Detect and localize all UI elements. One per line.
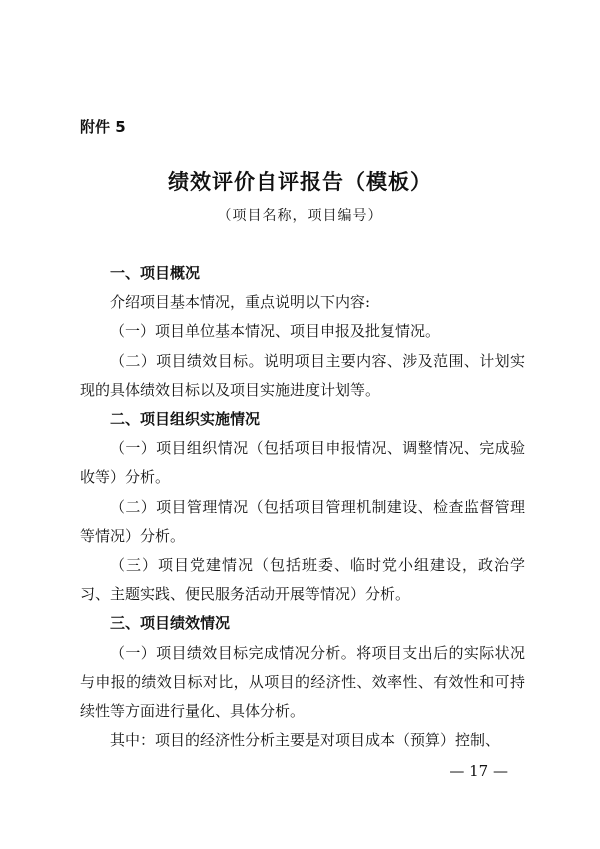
attachment-label: 附件 5 [80, 118, 126, 136]
document-title: 绩效评价自评报告（模板） [168, 169, 432, 194]
document-body [80, 259, 525, 755]
paragraph-management: （二）项目管理情况（包括项目管理机制建设、检查监督管理等情况）分析。 [80, 497, 525, 545]
paragraph-economy-analysis: 其中：项目的经济性分析主要是对项目成本（预算）控制、 [110, 731, 501, 750]
paragraph-organization: （一）项目组织情况（包括项目申报情况、调整情况、完成验收等）分析。 [80, 439, 525, 487]
page-number: — 17 — [449, 762, 508, 780]
paragraph-intro: 介绍项目基本情况，重点说明以下内容: [110, 293, 371, 312]
document-subtitle: （项目名称，项目编号） [217, 208, 383, 224]
section-heading-overview: 一、项目概况 [110, 264, 201, 282]
section-heading-implementation: 二、项目组织实施情况 [110, 410, 261, 429]
paragraph-party-building: （三）项目党建情况（包括班委、临时党小组建设，政治学习、主题实践、便民服务活动开展等情况）分析。 [80, 556, 525, 604]
section-heading-performance: 三、项目绩效情况 [110, 614, 231, 633]
paragraph-unit-info: （一）项目单位基本情况、项目申报及批复情况。 [110, 322, 441, 341]
paragraph-goal-completion: （一）项目绩效目标完成情况分析。将项目支出后的实际状况与申报的绩效目标对比，从项目的经济性、效率性、有效性和可持续性等方面进行量化、具体分析。 [80, 643, 525, 721]
paragraph-performance-goals: （二）项目绩效目标。说明项目主要内容、涉及范围、计划实现的具体绩效目标以及项目实施进度计划等。 [80, 351, 525, 399]
page-number-row [0, 762, 600, 780]
